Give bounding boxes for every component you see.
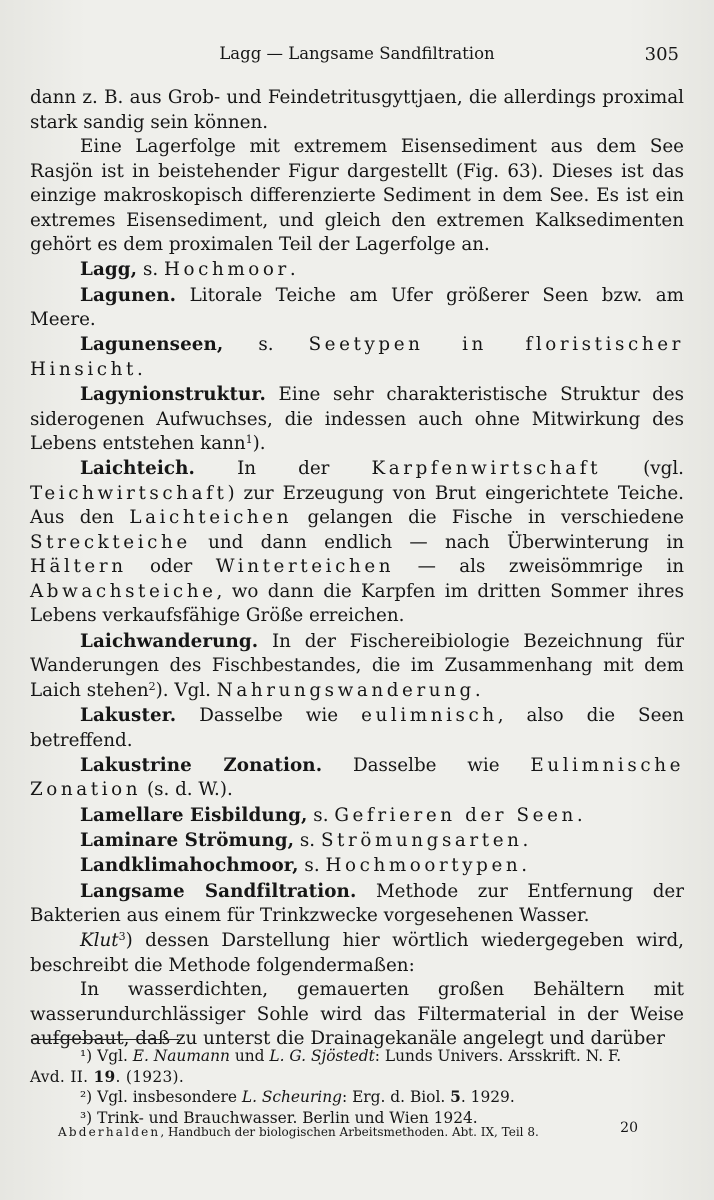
entry-lakuster: Lakuster. Dasselbe wie eulimnisch, also die Seen betreffend. xyxy=(30,705,684,751)
headword: Laichteich. xyxy=(80,458,195,480)
footnote-rule xyxy=(31,1039,179,1040)
headword: Lagunen. xyxy=(80,284,177,306)
entry-langsame-sandfiltration: Langsame Sandfiltration. Methode zur Entfernung der Bakterien aus einem für Trinkzwecke vorgesehenen Wasser. xyxy=(30,880,684,927)
footnote-mark: 1 xyxy=(245,433,253,447)
page-number: 305 xyxy=(644,44,679,65)
footnote-mark: 3 xyxy=(118,930,126,944)
headword: Lakustrine Zonation. xyxy=(80,754,323,776)
footnote-1-continued: Avd. II. 19. (1923). xyxy=(30,1067,185,1086)
footnote-2: ²) Vgl. insbesondere L. Scheuring: Erg. d. Biol. 5. 1929. xyxy=(80,1088,515,1106)
entry-laichteich: Laichteich. In der Karpfenwirtschaft (vgl. Teichwirtschaft) zur Erzeugung von Brut eingerichtete Teiche. Aus den Laichteichen gelangen die Fische in verschiedene Streckteiche und dann endlich — nach Überwinterung in Hältern oder Winterteichen — als zweisömmrige in Abwachsteiche, wo dann die Karpfen im dritten Sommer ihres Lebens verkaufsfähige Größe erreichen. xyxy=(30,458,685,627)
headword: Lamellare Eisbildung, xyxy=(80,804,308,826)
entry-lagunenseen: Lagunenseen, s. Seetypen in floristischer Hinsicht. xyxy=(30,334,684,380)
headword: Lagynionstruktur. xyxy=(80,384,266,406)
headword: Laminare Strömung, xyxy=(80,829,295,851)
headword: Lagg, xyxy=(80,259,138,281)
paragraph-continuation: dann z. B. aus Grob- und Feindetritusgyttjaen, die allerdings proximal stark sandig sein können. xyxy=(30,87,684,133)
headword: Lakuster. xyxy=(80,705,177,727)
cross-reference: Strömungsarten xyxy=(320,829,523,851)
headword: Langsame Sandfiltration. xyxy=(80,880,357,902)
footer-author: Abderhalden xyxy=(58,1125,161,1139)
entry-lakustrine-zonation: Lakustrine Zonation. Dasselbe wie Eulimnische Zonation (s. d. W.). xyxy=(30,754,684,801)
cross-reference: Seetypen in floristischer Hinsicht xyxy=(30,334,684,380)
entry-lagynionstruktur: Lagynionstruktur. Eine sehr charakteristische Struktur des siderogenen Aufwuchses, die indessen auch ohne Mitwirkung des Lebens entstehen kann$^1$). xyxy=(30,384,684,455)
cross-reference: Eulimnische Zonation xyxy=(30,754,684,801)
footnote-1: ¹) Vgl. E. Naumann und L. G. Sjöstedt: Lunds Univers. Arsskrift. N. F. xyxy=(80,1047,622,1065)
cross-reference: Gefrieren der Seen xyxy=(334,804,577,826)
paragraph-quote: In wasserdichten, gemauerten großen Behältern mit wasserundurchlässiger Sohle wird das Filtermaterial in der Weise aufgebaut, daß zu unterst die Drainagekanäle angelegt und darüber xyxy=(30,979,684,1050)
cross-reference: Hochmoortypen xyxy=(325,855,522,877)
footnotes xyxy=(30,1046,684,1128)
entry-laminare-stromung: Laminare Strömung, s. Strömungsarten. xyxy=(80,829,529,851)
cross-reference: Nahrungswanderung xyxy=(216,679,475,701)
signature-number: 20 xyxy=(620,1120,638,1136)
main-text xyxy=(30,86,684,1052)
headword: Lagunenseen, xyxy=(80,334,224,356)
entry-landklimahochmoor: Landklimahochmoor, s. Hochmoortypen. xyxy=(80,855,528,877)
headword: Landklimahochmoor, xyxy=(80,855,299,877)
paragraph-rasjon: Eine Lagerfolge mit extremem Eisensediment aus dem See Rasjön ist in beistehender Figur dargestellt (Fig. 63). Dieses ist das einzige makroskopisch differenzierte Sediment in dem See. Es ist ein extremes Eisensediment, und gleich den extremen Kalksedimenten gehört es dem proximalen Teil der Lagerfolge an. xyxy=(30,136,684,255)
entry-lagg: Lagg, s. Hochmoor. xyxy=(80,259,296,281)
running-title: Lagg — Langsame Sandfiltration xyxy=(219,44,495,63)
cross-reference: Hochmoor xyxy=(163,259,290,281)
entry-lamellare-eisbildung: Lamellare Eisbildung, s. Gefrieren der Seen. xyxy=(80,804,583,826)
running-header xyxy=(0,44,714,70)
footer-title: , Handbuch der biologischen Arbeitsmethoden. Abt. IX, Teil 8. xyxy=(160,1125,539,1139)
entry-laichwanderung: Laichwanderung. In der Fischereibiologie Bezeichnung für Wanderungen des Fischbestandes, die im Zusammenhang mit dem Laich stehen$^2$). Vgl. Nahrungswanderung. xyxy=(30,630,684,701)
footnote-3: ³) Trink- und Brauchwasser. Berlin und Wien 1924. xyxy=(80,1108,478,1127)
cross-reference: eulimnisch xyxy=(361,705,498,727)
page-footer xyxy=(58,1120,678,1140)
paragraph-klut: Klut$^3$) dessen Darstellung hier wörtlich wiedergegeben wird, beschreibt die Methode folgendermaßen: xyxy=(30,930,684,976)
entry-lagunen: Lagunen. Litorale Teiche am Ufer größerer Seen bzw. am Meere. xyxy=(30,284,684,331)
author-name: Klut xyxy=(80,930,119,952)
footnote-mark: 2 xyxy=(148,679,156,693)
headword: Laichwanderung. xyxy=(80,630,259,652)
